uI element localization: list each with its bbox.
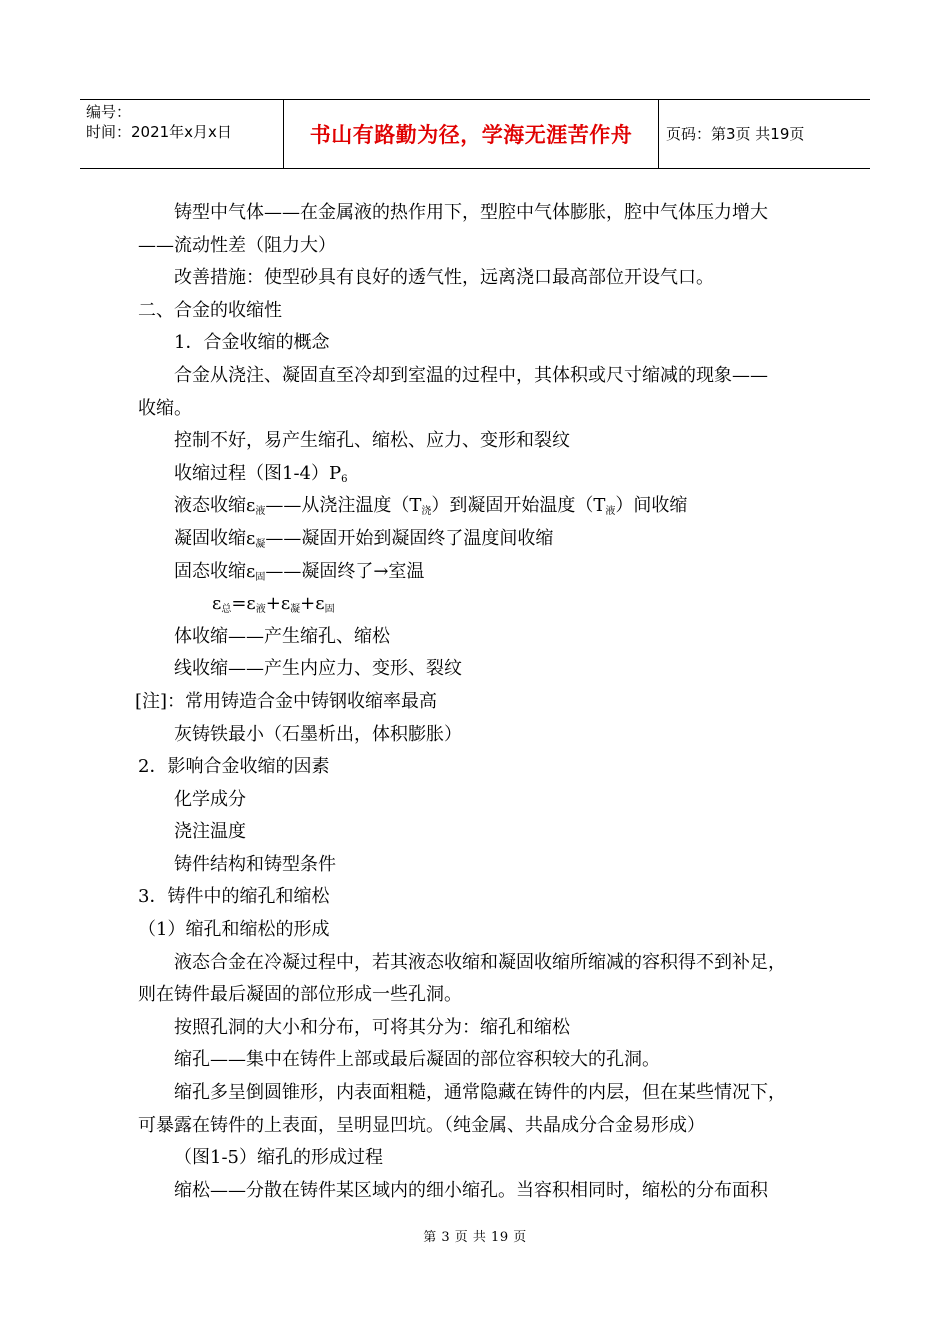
text-line: 缩松——分散在铸件某区域内的细小缩孔。当容积相同时，缩松的分布面积 bbox=[174, 1179, 768, 1201]
section-heading: 二、合金的收缩性 bbox=[138, 299, 282, 321]
note-line: [注]：常用铸造合金中铸钢收缩率最高 bbox=[135, 690, 438, 712]
header-meta bbox=[86, 102, 286, 142]
subsection-heading: 1．合金收缩的概念 bbox=[174, 332, 330, 354]
text-line: 则在铸件最后凝固的部位形成一些孔洞。 bbox=[138, 984, 462, 1006]
text-line: 缩孔——集中在铸件上部或最后凝固的部位容积较大的孔洞。 bbox=[174, 1049, 660, 1071]
subsection-heading: 3．铸件中的缩孔和缩松 bbox=[138, 886, 330, 908]
text-line: 固态收缩$\varepsilon_固——$凝固终了→室温 bbox=[174, 560, 425, 583]
text-line: 可暴露在铸件的上表面，呈明显凹坑。（纯金属、共晶成分合金易形成） bbox=[138, 1114, 705, 1136]
document-body bbox=[135, 197, 828, 1207]
text-line: （图1-5）缩孔的形成过程 bbox=[174, 1147, 383, 1169]
text-line: 改善措施：使型砂具有良好的透气性，远离浇口最高部位开设气口。 bbox=[174, 267, 714, 289]
text-line: 线收缩——产生内应力、变形、裂纹 bbox=[174, 658, 462, 680]
text-line: 缩孔多呈倒圆锥形，内表面粗糙，通常隐藏在铸件的内层，但在某些情况下， bbox=[174, 1082, 786, 1104]
subsection-heading: （1）缩孔和缩松的形成 bbox=[138, 919, 330, 941]
list-item: 化学成分 bbox=[174, 788, 246, 810]
text-line: ——流动性差（阻力大） bbox=[138, 234, 336, 256]
text-line: 体收缩——产生缩孔、缩松 bbox=[174, 625, 390, 647]
text-line: 收缩过程（图$1-4)P_6$ bbox=[174, 462, 348, 485]
code-label: 编号： bbox=[86, 103, 132, 121]
text-line: 灰铸铁最小（石墨析出，体积膨胀） bbox=[174, 723, 462, 745]
header-motto: 书山有路勤为径，学海无涯苦作舟 bbox=[283, 100, 659, 168]
time-label: 时间：2021年x月x日 bbox=[86, 123, 232, 141]
subsection-heading: 2．影响合金收缩的因素 bbox=[138, 756, 330, 778]
header-page-label: 页码：第3页 共19页 bbox=[666, 125, 805, 143]
text-line: 控制不好，易产生缩孔、缩松、应力、变形和裂纹 bbox=[174, 430, 570, 452]
page-footer: 第 3 页 共 19 页 bbox=[423, 1230, 527, 1245]
list-item: 浇注温度 bbox=[174, 821, 246, 843]
text-line: 液态收缩$\varepsilon_液——$从浇注温度$(T_浇)$到凝固开始温度$(T_液)$间收缩 bbox=[174, 495, 688, 518]
formula-line: $\varepsilon_总=\varepsilon_液+\varepsilon_凝+\varepsilon_固$ bbox=[212, 593, 335, 616]
page-header bbox=[80, 99, 870, 169]
text-line: 合金从浇注、凝固直至冷却到室温的过程中，其体积或尺寸缩减的现象—— bbox=[174, 364, 768, 386]
text-line: 液态合金在冷凝过程中，若其液态收缩和凝固收缩所缩减的容积得不到补足， bbox=[174, 951, 786, 973]
text-line: 凝固收缩$\varepsilon_凝——$凝固开始到凝固终了温度间收缩 bbox=[174, 527, 554, 550]
text-line: 收缩。 bbox=[138, 397, 192, 419]
list-item: 铸件结构和铸型条件 bbox=[174, 853, 336, 875]
text-line: 按照孔洞的大小和分布，可将其分为：缩孔和缩松 bbox=[174, 1016, 570, 1038]
text-line: 铸型中气体——在金属液的热作用下，型腔中气体膨胀，腔中气体压力增大 bbox=[174, 202, 768, 223]
